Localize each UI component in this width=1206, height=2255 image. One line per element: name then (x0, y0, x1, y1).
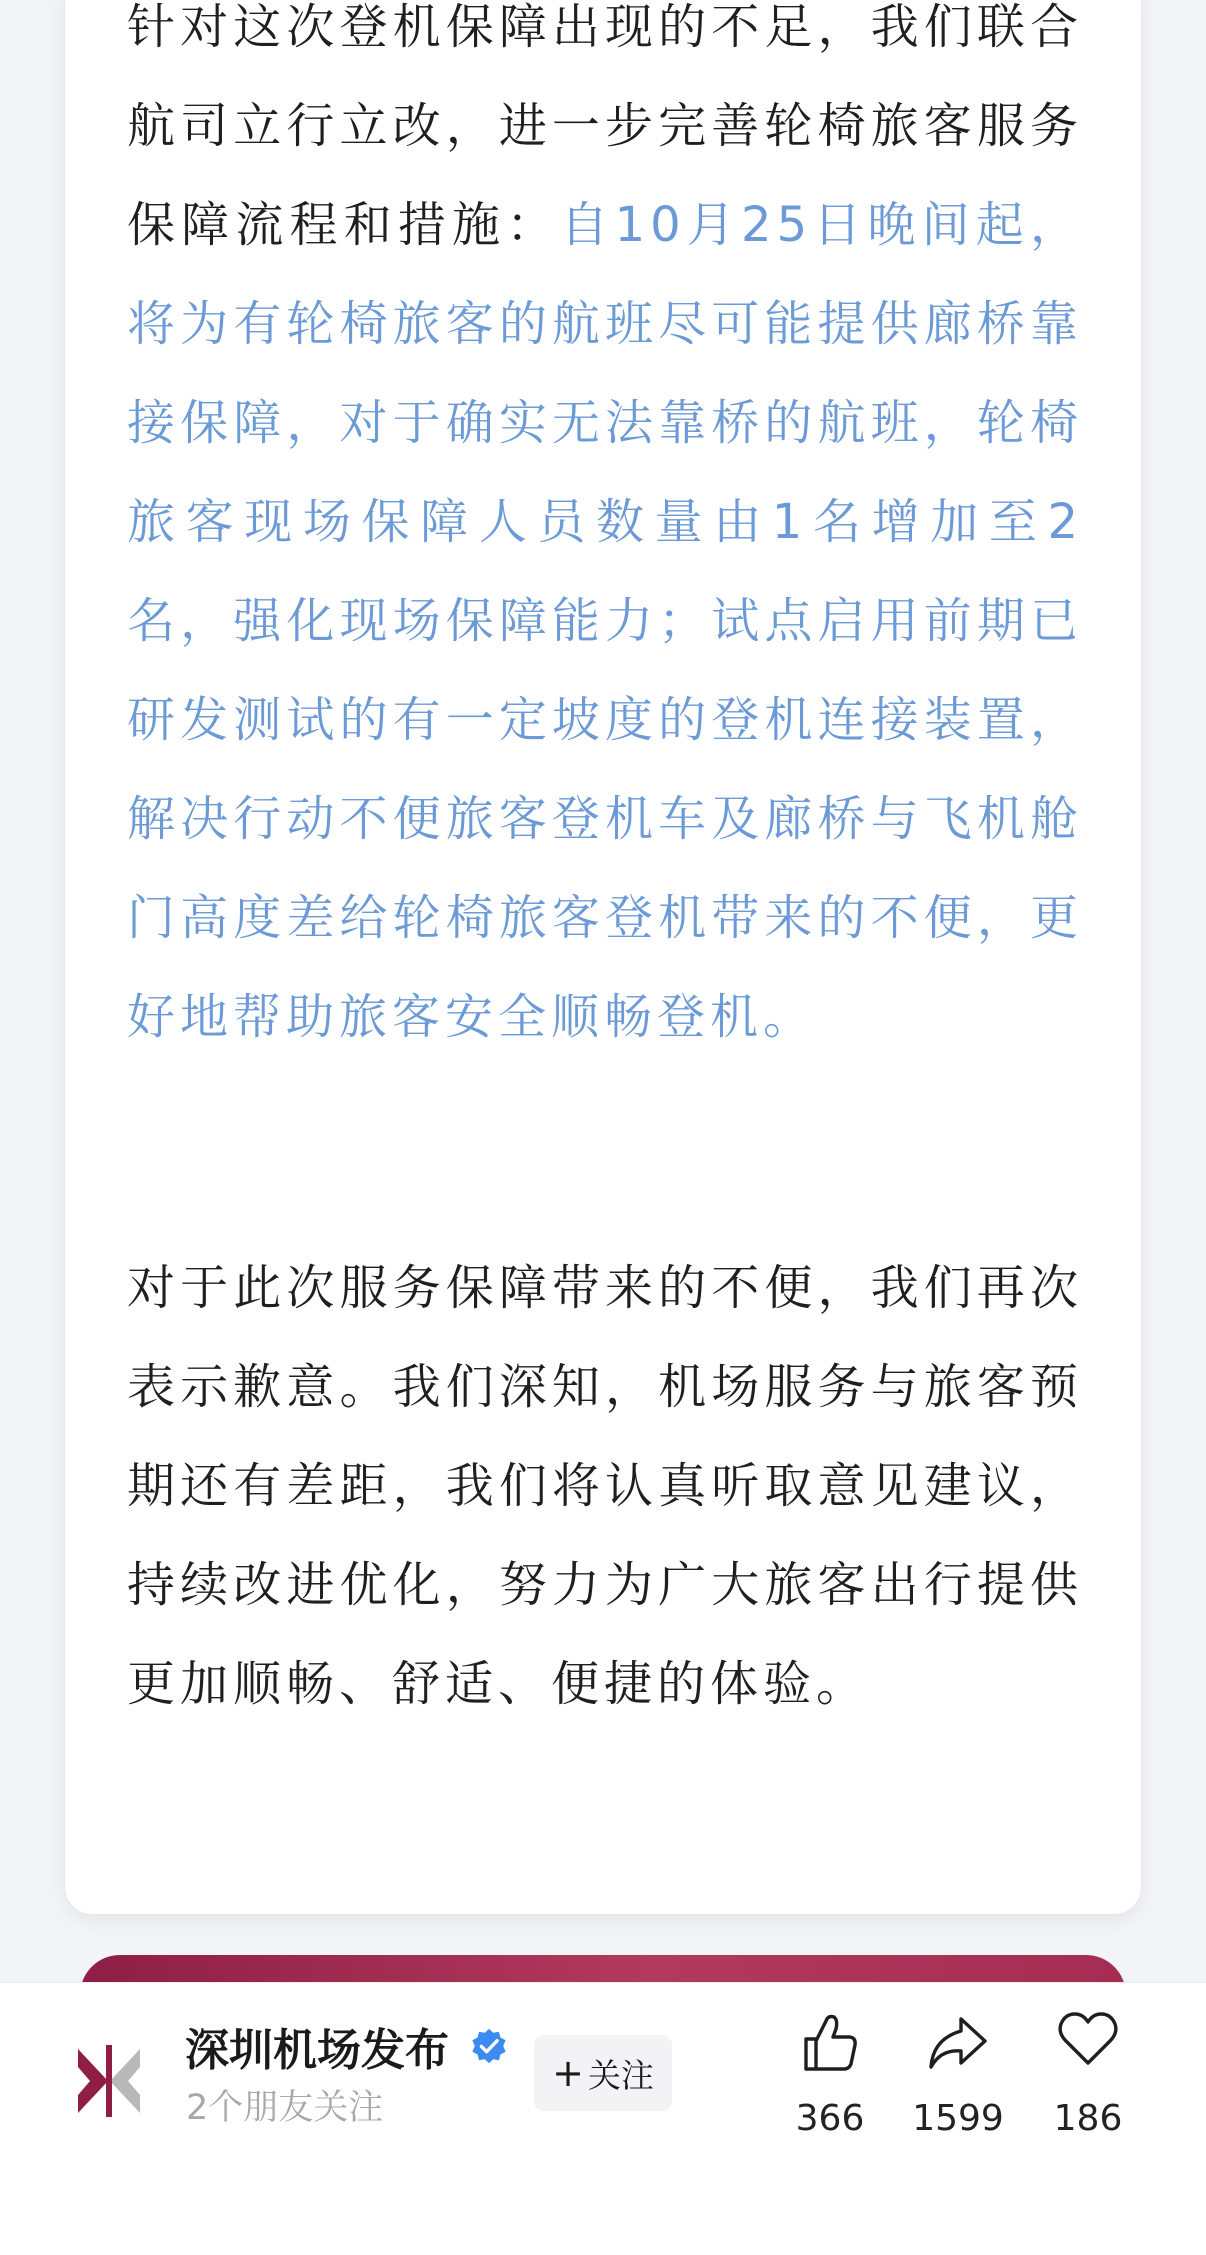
share-count: 1599 (912, 2098, 1004, 2139)
follow-button[interactable] (534, 2035, 672, 2111)
favorite-button[interactable] (1023, 2011, 1153, 2171)
favorite-count: 186 (1053, 2098, 1123, 2139)
highlighted-measures-text: 自10月25日晚间起，将为有轮椅旅客的航班尽可能提供廊桥靠接保障，对于确实无法靠桥的航班，轮椅旅客现场保障人员数量由1名增加至2名，强化现场保障能力；试点启用前期已研发测试的有一定坡度的登机连接装置，解决行动不便旅客登机车及廊桥与飞机舱门高度差给轮椅旅客登机带来的不便，更好地帮助旅客安全顺畅登机。 (127, 197, 1083, 1045)
article-card (64, 0, 1142, 1915)
share-button[interactable] (893, 2011, 1023, 2171)
bottom-action-bar (0, 1982, 1206, 2255)
heart-icon (1057, 2011, 1119, 2067)
account-name[interactable]: 深圳机场发布 (185, 2025, 449, 2076)
paragraph-intro-text: 针对这次登机保障出现的不足，我们联合航司立行立改，进一步完善轮椅旅客服务保障流程和措施： (127, 0, 1083, 253)
thumbs-up-icon (800, 2011, 860, 2075)
follow-button-label: 关注 (587, 2055, 654, 2095)
article-paragraph-measures (127, 0, 1083, 1067)
share-arrow-icon (927, 2011, 989, 2071)
account-avatar[interactable] (76, 2039, 142, 2123)
like-count: 366 (795, 2098, 865, 2139)
plus-icon: + (552, 2051, 584, 2095)
followers-text: 2个朋友关注 (186, 2088, 384, 2128)
like-button[interactable] (765, 2011, 895, 2171)
article-paragraph-apology: 对于此次服务保障带来的不便，我们再次表示歉意。我们深知，机场服务与旅客预期还有差距，我们将认真听取意见建议，持续改进优化，努力为广大旅客出行提供更加顺畅、舒适、便捷的体验。 (127, 1260, 1083, 1712)
verified-badge-icon (470, 2027, 508, 2065)
